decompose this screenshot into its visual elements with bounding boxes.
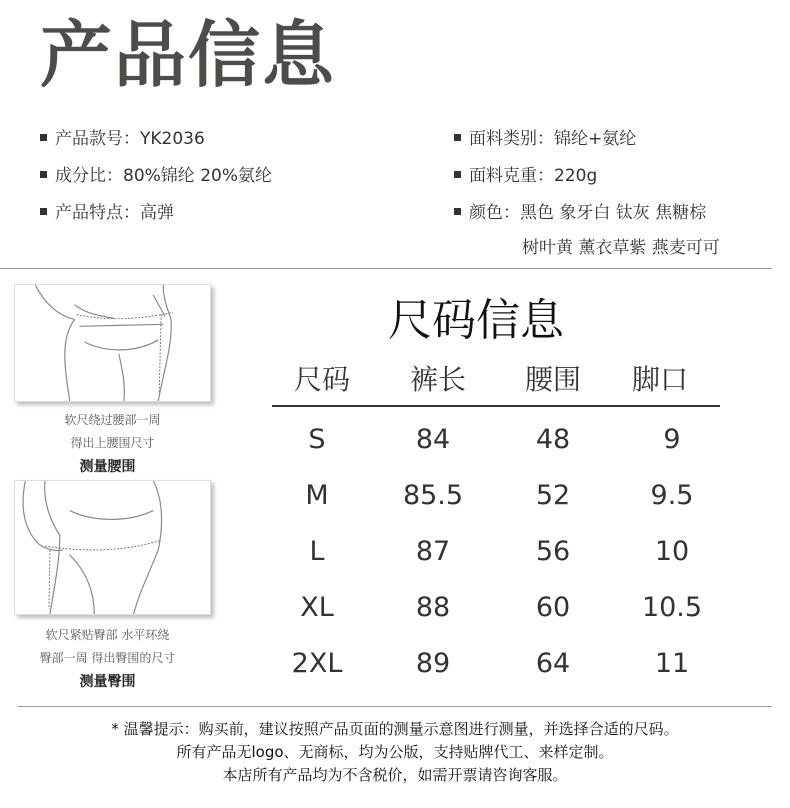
note-invoice: 本店所有产品均为不含税价，如需开票请咨询客服。 xyxy=(222,766,568,784)
table-cell-hem: 9.5 xyxy=(650,480,694,511)
info-colors: 颜色：黑色 象牙白 钛灰 焦糖棕 xyxy=(454,198,706,223)
hip-caption-line1: 软尺紧贴臀部 水平环绕 xyxy=(45,628,170,642)
table-cell-length: 87 xyxy=(415,536,451,567)
table-cell-size: L xyxy=(309,536,325,567)
table-cell-size: XL xyxy=(300,592,334,623)
table-cell-hem: 9 xyxy=(663,424,681,455)
waist-caption-title: 测量腰围 xyxy=(79,459,136,475)
info-colors-continued: 树叶黄 薰衣草紫 燕麦可可 xyxy=(522,238,720,258)
info-fabric-weight: 面料克重：220g xyxy=(454,161,597,186)
table-cell-waist: 64 xyxy=(535,648,571,679)
table-cell-waist: 52 xyxy=(535,480,571,511)
table-cell-length: 85.5 xyxy=(402,480,464,511)
table-header-length: 裤长 xyxy=(409,363,466,396)
waist-caption-line2: 得出上腰围尺寸 xyxy=(70,436,155,450)
section-divider xyxy=(0,268,772,269)
table-cell-hem: 11 xyxy=(654,648,690,679)
bullet-icon xyxy=(40,171,47,178)
hip-caption-title: 测量臀围 xyxy=(79,674,136,690)
table-cell-length: 84 xyxy=(415,424,451,455)
table-cell-hem: 10 xyxy=(654,536,690,567)
bullet-icon xyxy=(40,208,47,215)
table-cell-waist: 48 xyxy=(535,424,571,455)
table-header-waist: 腰围 xyxy=(524,363,581,396)
bullet-icon xyxy=(40,134,47,141)
info-composition: 成分比：80%锦纶 20%氨纶 xyxy=(40,161,272,186)
table-header-rule xyxy=(272,405,720,407)
table-header-hem: 脚口 xyxy=(631,363,688,396)
hip-measure-diagram xyxy=(14,480,211,615)
size-table-title: 尺码信息 xyxy=(388,295,564,346)
page-title: 产品信息 xyxy=(40,13,337,97)
table-cell-waist: 56 xyxy=(535,536,571,567)
note-custom: 所有产品无logo、无商标，均为公版，支持贴牌代工、来样定制。 xyxy=(176,743,614,761)
table-cell-size: S xyxy=(308,424,326,455)
table-header-size: 尺码 xyxy=(293,363,350,396)
note-tip: * 温馨提示：购买前，建议按照产品页面的测量示意图进行测量，并选择合适的尺码。 xyxy=(111,720,679,738)
hip-caption-line2: 臀部一周 得出臀围的尺寸 xyxy=(39,651,176,665)
table-cell-length: 88 xyxy=(415,592,451,623)
table-cell-size: 2XL xyxy=(291,648,343,679)
info-style-number: 产品款号：YK2036 xyxy=(40,124,205,149)
bullet-icon xyxy=(454,208,461,215)
bullet-icon xyxy=(454,171,461,178)
table-cell-size: M xyxy=(305,480,329,511)
bullet-icon xyxy=(454,134,461,141)
waist-caption-line1: 软尺绕过腰部一周 xyxy=(64,413,161,427)
table-cell-length: 89 xyxy=(415,648,451,679)
notes-divider xyxy=(18,706,772,707)
waist-figure-icon xyxy=(15,285,210,401)
waist-measure-diagram xyxy=(14,284,211,402)
table-cell-hem: 10.5 xyxy=(641,592,703,623)
table-cell-waist: 60 xyxy=(535,592,571,623)
info-features: 产品特点：高弹 xyxy=(40,198,174,223)
hip-figure-icon xyxy=(15,481,210,614)
info-fabric-type: 面料类别：锦纶+氨纶 xyxy=(454,124,636,149)
